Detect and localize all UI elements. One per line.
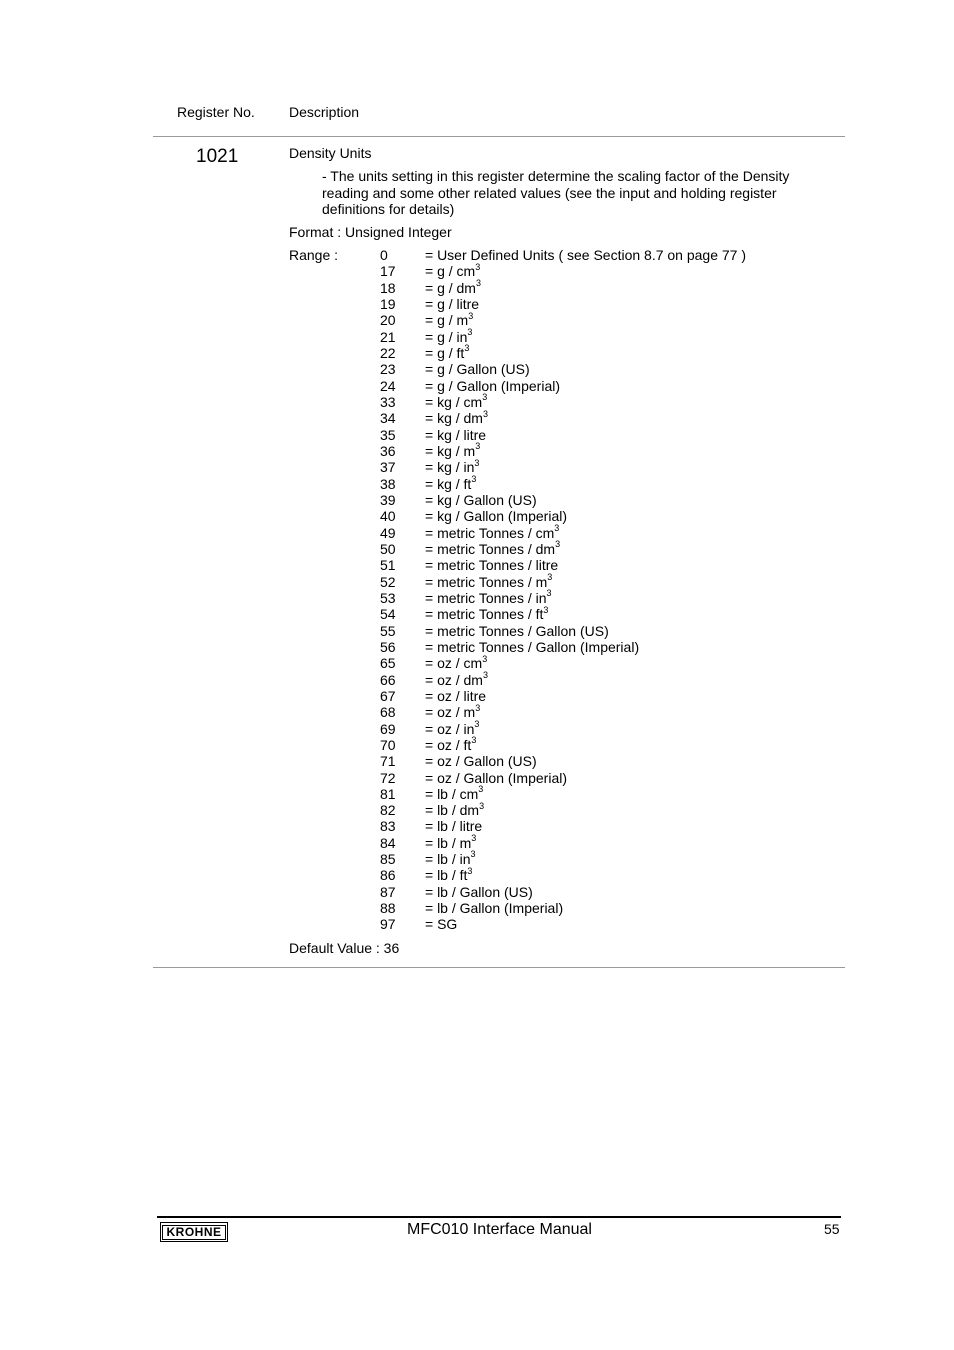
range-code: 97: [380, 916, 396, 933]
range-description: [425, 835, 476, 851]
range-code: 36: [380, 442, 396, 459]
range-code: 71: [380, 753, 396, 770]
range-unit-text: = oz / dm: [425, 671, 483, 688]
range-code: 38: [380, 475, 396, 492]
unit-exponent: 3: [482, 653, 488, 664]
unit-exponent: 3: [475, 278, 481, 288]
register-number: 1021: [196, 146, 239, 167]
range-description: [425, 263, 480, 279]
range-description: [425, 508, 567, 524]
unit-exponent: 3: [482, 392, 488, 403]
range-code: 53: [380, 589, 396, 606]
unit-exponent: 3: [478, 784, 484, 795]
range-code: 82: [380, 802, 396, 819]
range-description: [425, 247, 746, 263]
range-code: 56: [380, 638, 396, 655]
unit-exponent: 3: [475, 441, 481, 452]
range-unit-text: = oz / ft: [425, 736, 472, 753]
unit-exponent: 3: [467, 865, 473, 876]
range-unit-text: = g / litre: [425, 295, 480, 312]
register-note: - The units setting in this register determine the scaling factor of the Density reading and some other related values (see the input and holding register definitions for details): [322, 168, 790, 217]
unit-exponent: 3: [547, 571, 553, 582]
range-label: Range :: [289, 247, 339, 263]
unit-exponent: 3: [543, 604, 549, 615]
range-code: 40: [380, 508, 396, 525]
range-unit-text: = metric Tonnes / Gallon (Imperial): [425, 638, 640, 655]
range-description: [425, 606, 548, 622]
range-description: [425, 378, 560, 394]
range-unit-text: = kg / Gallon (US): [425, 491, 537, 508]
range-unit-text: = oz / litre: [425, 687, 487, 704]
range-unit-text: = g / m: [425, 312, 469, 329]
range-description: [425, 361, 530, 377]
range-description: [425, 704, 480, 720]
range-code: 84: [380, 834, 396, 851]
range-description: [425, 639, 639, 655]
range-description: [425, 623, 609, 639]
range-unit-text: = metric Tonnes / in: [425, 589, 547, 606]
range-code: 20: [380, 312, 396, 329]
range-unit-text: = metric Tonnes / ft: [425, 606, 544, 623]
unit-exponent: 3: [555, 539, 561, 550]
range-unit-text: = oz / cm: [425, 655, 483, 672]
range-unit-text: = oz / Gallon (US): [425, 753, 537, 770]
range-unit-text: = lb / Gallon (Imperial): [425, 900, 564, 917]
range-unit-text: = lb / in: [425, 851, 471, 868]
range-code: 24: [380, 377, 396, 394]
range-code: 0: [380, 247, 388, 263]
unit-exponent: 3: [482, 408, 488, 419]
range-description: [425, 410, 488, 426]
range-description: [425, 296, 479, 312]
range-description: [425, 737, 476, 753]
range-code: 49: [380, 524, 396, 541]
range-unit-text: = lb / dm: [425, 802, 480, 819]
logo-text: KROHNE: [162, 1225, 225, 1240]
range-description: [425, 916, 457, 932]
range-unit-text: = kg / ft: [425, 475, 472, 492]
range-description: [425, 541, 560, 557]
range-unit-text: = g / dm: [425, 279, 476, 296]
table-top-divider: [153, 136, 845, 137]
unit-exponent: 3: [467, 326, 473, 337]
range-unit-text: = User Defined Units ( see Section 8.7 on page 77 ): [425, 247, 747, 263]
range-code: 18: [380, 279, 396, 296]
register-format: Format : Unsigned Integer: [289, 224, 452, 240]
range-description: [425, 394, 487, 410]
range-code: 65: [380, 655, 396, 672]
unit-exponent: 3: [470, 849, 476, 860]
range-description: [425, 688, 486, 704]
range-code: 17: [380, 263, 396, 280]
default-value: Default Value : 36: [289, 940, 400, 956]
range-code: 81: [380, 785, 396, 802]
range-code: 50: [380, 540, 396, 557]
range-description: [425, 280, 481, 296]
unit-exponent: 3: [546, 588, 552, 599]
unit-exponent: 3: [468, 310, 474, 321]
range-description: [425, 473, 477, 492]
range-description: [425, 557, 558, 573]
column-header-description: Description: [289, 104, 360, 120]
range-code: 23: [380, 361, 396, 378]
unit-exponent: 3: [471, 473, 477, 484]
range-unit-text: = lb / Gallon (US): [425, 883, 533, 900]
range-description: [425, 522, 560, 541]
unit-exponent: 3: [479, 800, 485, 811]
range-code: 54: [380, 606, 396, 623]
range-description: [425, 571, 553, 590]
unit-exponent: 3: [474, 718, 480, 729]
range-unit-text: = metric Tonnes / cm: [425, 524, 555, 541]
range-code: 35: [380, 426, 396, 443]
range-description: [425, 669, 488, 688]
range-code: 86: [380, 867, 396, 884]
unit-exponent: 3: [464, 343, 470, 354]
range-description: [425, 492, 537, 508]
range-unit-text: = lb / litre: [425, 818, 483, 835]
range-unit-text: = SG: [425, 916, 458, 933]
range-description: [425, 345, 469, 361]
range-description: [425, 443, 480, 459]
range-unit-text: = g / Gallon (US): [425, 361, 530, 378]
range-unit-text: = g / cm: [425, 263, 476, 280]
range-description: [425, 884, 533, 900]
unit-exponent: 3: [482, 669, 488, 680]
range-unit-text: = kg / litre: [425, 426, 487, 443]
range-unit-text: = metric Tonnes / m: [425, 573, 548, 590]
range-description: [425, 802, 484, 818]
range-code: 88: [380, 900, 396, 917]
range-unit-text: = kg / in: [425, 459, 475, 476]
footer-divider: [157, 1216, 841, 1218]
range-unit-text: = kg / cm: [425, 393, 483, 410]
column-header-register-no: Register No.: [177, 104, 255, 120]
range-description: [425, 867, 472, 883]
unit-exponent: 3: [554, 522, 560, 533]
range-description: [425, 312, 473, 328]
range-unit-text: = metric Tonnes / litre: [425, 557, 559, 574]
range-unit-text: = kg / Gallon (Imperial): [425, 508, 567, 525]
range-code: 69: [380, 720, 396, 737]
range-unit-text: = g / ft: [425, 344, 465, 361]
range-code: 33: [380, 393, 396, 410]
range-code: 87: [380, 883, 396, 900]
range-unit-text: = oz / m: [425, 704, 476, 721]
range-code: 22: [380, 344, 396, 361]
range-code: 19: [380, 295, 396, 312]
range-code: 52: [380, 573, 396, 590]
range-code: 51: [380, 557, 396, 574]
range-unit-text: = kg / dm: [425, 410, 483, 427]
unit-exponent: 3: [471, 833, 477, 844]
unit-exponent: 3: [474, 457, 480, 468]
range-description: [425, 770, 567, 786]
range-code: 68: [380, 704, 396, 721]
range-unit-text: = metric Tonnes / dm: [425, 540, 556, 557]
krohne-logo: [160, 1222, 228, 1242]
range-code: 37: [380, 459, 396, 476]
range-description: [425, 900, 563, 916]
range-unit-text: = metric Tonnes / Gallon (US): [425, 622, 609, 639]
range-code: 85: [380, 851, 396, 868]
range-unit-text: = kg / m: [425, 442, 476, 459]
table-bottom-divider: [153, 967, 845, 968]
range-code: 70: [380, 736, 396, 753]
range-code: 21: [380, 328, 396, 345]
range-code: 34: [380, 410, 396, 427]
range-unit-text: = oz / Gallon (Imperial): [425, 769, 567, 786]
range-unit-text: = g / Gallon (Imperial): [425, 377, 560, 394]
range-description: [425, 655, 487, 671]
range-description: [425, 786, 483, 802]
range-unit-text: = lb / ft: [425, 867, 468, 884]
range-code: 39: [380, 491, 396, 508]
range-code: 55: [380, 622, 396, 639]
range-unit-text: = oz / in: [425, 720, 475, 737]
range-unit-text: = lb / cm: [425, 785, 479, 802]
range-description: [425, 753, 537, 769]
range-unit-text: = g / in: [425, 328, 468, 345]
unit-exponent: 3: [475, 261, 481, 272]
range-code: 72: [380, 769, 396, 786]
range-code: 83: [380, 818, 396, 835]
register-title: Density Units: [289, 145, 372, 161]
range-description: [425, 590, 552, 606]
manual-title: MFC010 Interface Manual: [407, 1221, 592, 1238]
page-number: 55: [824, 1221, 840, 1237]
range-unit-text: = lb / m: [425, 834, 472, 851]
unit-exponent: 3: [475, 702, 481, 713]
unit-exponent: 3: [471, 735, 477, 746]
range-code: 66: [380, 671, 396, 688]
range-code: 67: [380, 687, 396, 704]
